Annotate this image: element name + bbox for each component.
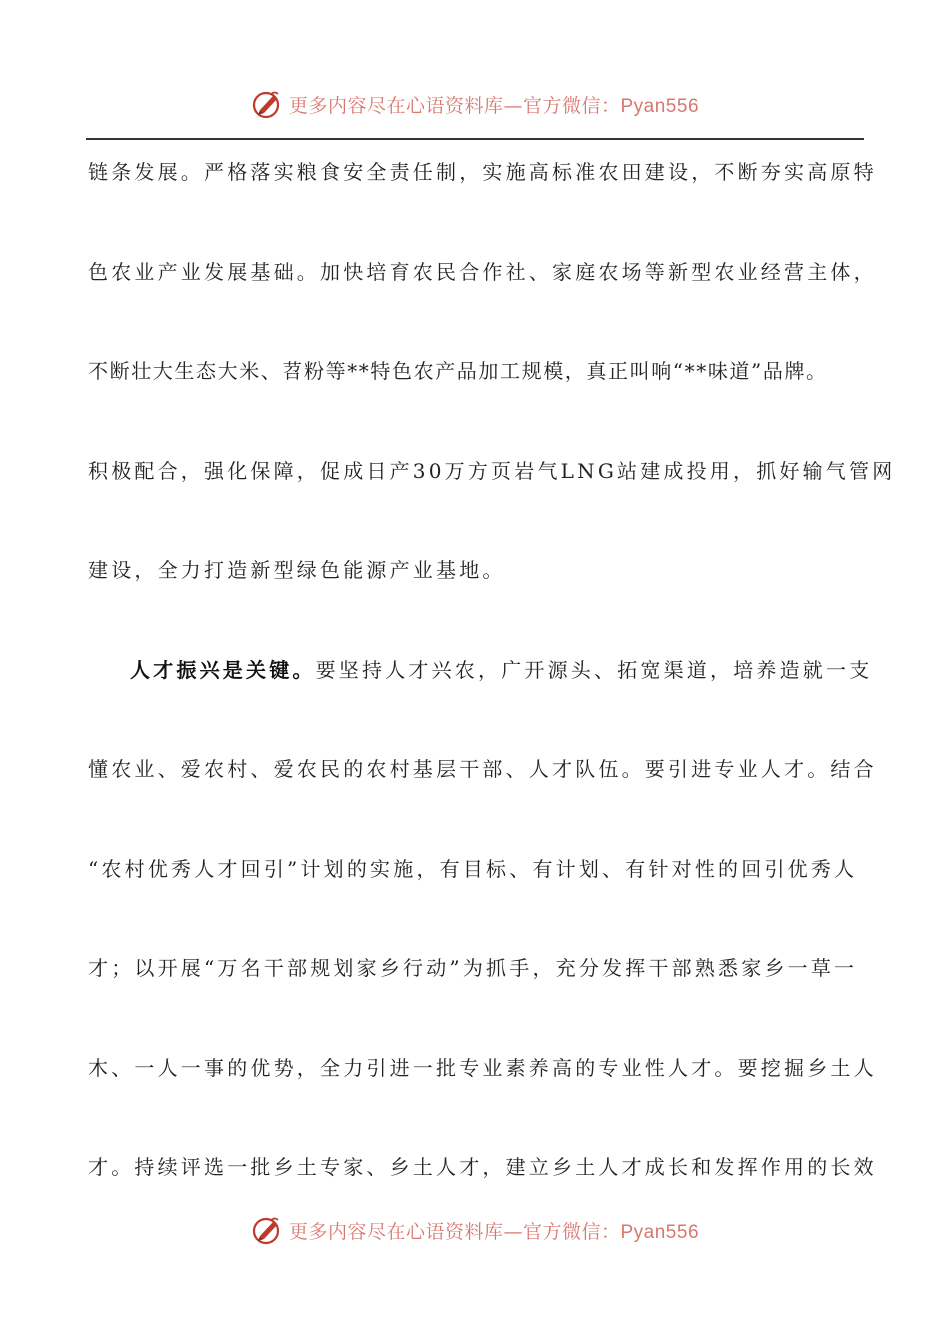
pen-logo-icon [251, 88, 283, 120]
header-banner-wechat: Pyan556 [620, 95, 700, 117]
footer-banner-official: 官方微信： [522, 1220, 621, 1243]
paragraph-2-first-line [88, 648, 878, 748]
paragraph-2-heading: 人才振兴是关键。 [130, 657, 316, 682]
paragraph-2-line-6: 才。持续评选一批乡土专家、乡土人才，建立乡土人才成长和发挥作用的长效 [88, 1155, 877, 1179]
header-banner-main: 更多内容尽在心语资料库 [288, 94, 504, 117]
header-divider [86, 138, 864, 140]
paragraph-2-line-4: 才；以开展“万名干部规划家乡行动”为抓手，充分发挥干部熟悉家乡一草一 [88, 956, 858, 980]
paragraph-2-lead-text: 要坚持人才兴农，广开源头、拓宽渠道，培养造就一支 [315, 657, 873, 682]
footer-banner-text [289, 1217, 699, 1244]
body-line-3: 不断壮大生态大米、苕粉等**特色农产品加工规模，真正叫响“**味道”品牌。 [88, 359, 828, 383]
paragraph-2-line-5: 木、一人一事的优势，全力引进一批专业素养高的专业性人才。要挖掘乡土人 [88, 1055, 877, 1080]
document-body [88, 150, 896, 1245]
header-banner-text [289, 91, 699, 118]
header-banner-dash: — [503, 94, 523, 117]
body-line-4: 积极配合，强化保障，促成日产30万方页岩气LNG站建成投用，抓好输气管网 [88, 458, 896, 483]
paragraph-2-line-2: 懂农业、爱农村、爱农民的农村基层干部、人才队伍。要引进专业人才。结合 [88, 757, 877, 781]
body-line-5: 建设，全力打造新型绿色能源产业基地。 [88, 558, 506, 582]
body-line-2: 色农业产业发展基础。加快培育农民合作社、家庭农场等新型农业经营主体， [88, 259, 877, 284]
footer-banner-dash: — [503, 1220, 523, 1243]
pen-logo-icon [251, 1214, 283, 1246]
paragraph-2-line-3: “农村优秀人才回引”计划的实施，有目标、有计划、有针对性的回引优秀人 [88, 856, 858, 881]
header-banner-official: 官方微信： [522, 94, 621, 117]
header-banner [0, 84, 950, 124]
footer-banner-main: 更多内容尽在心语资料库 [288, 1220, 504, 1243]
footer-banner [0, 1210, 950, 1250]
footer-banner-wechat: Pyan556 [620, 1221, 700, 1243]
body-line-1: 链条发展。严格落实粮食安全责任制，实施高标准农田建设，不断夯实高原特 [88, 160, 877, 184]
